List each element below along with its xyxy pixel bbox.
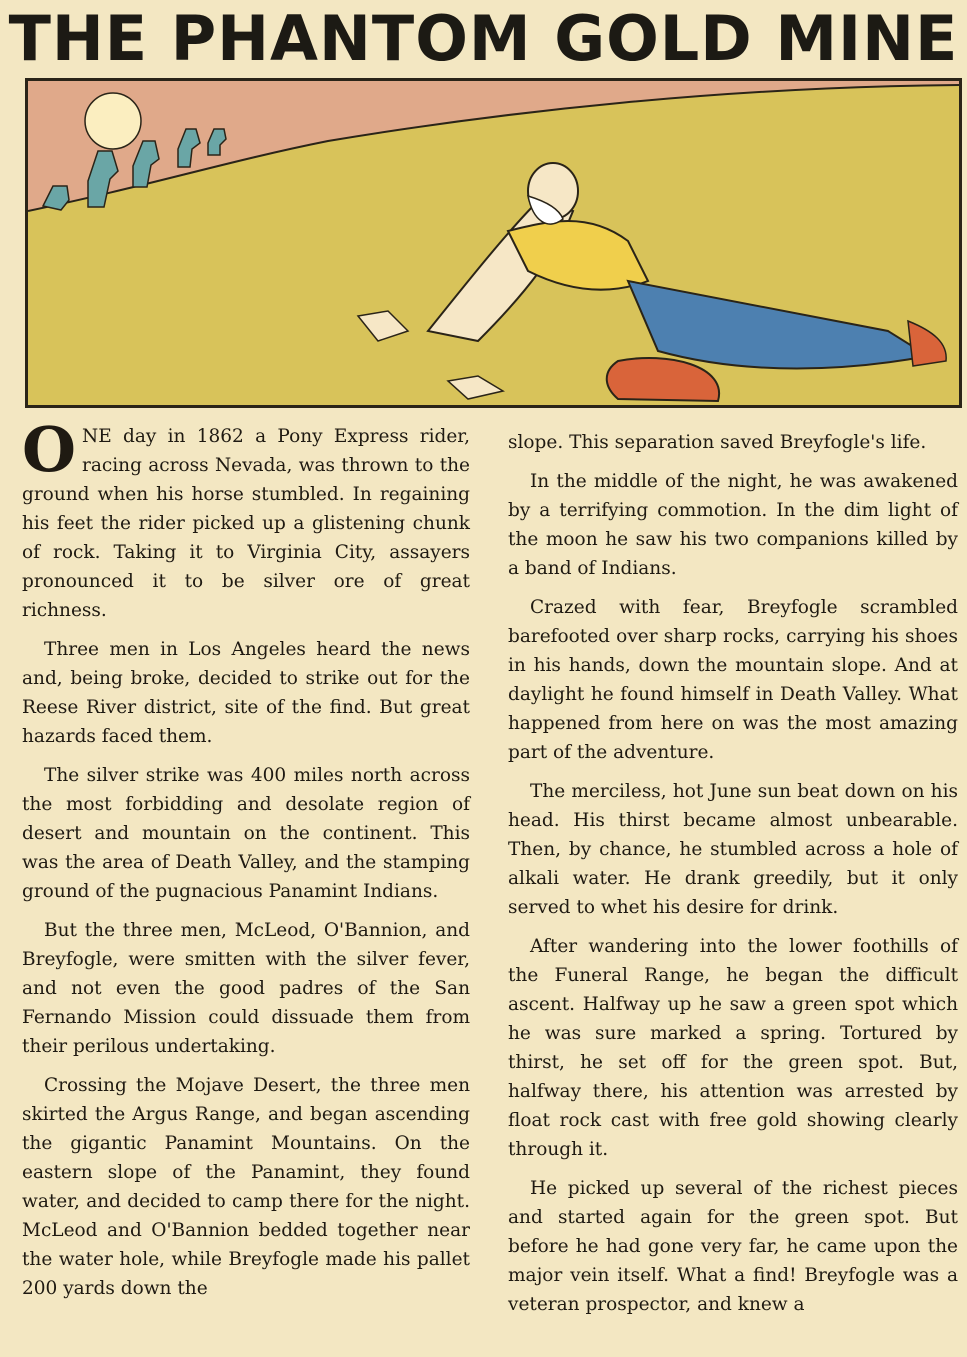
article-paragraph: Three men in Los Angeles heard the news and, being broke, decided to strike out for the Reese River district, site of the find. But great hazards faced them. — [22, 639, 470, 747]
article-paragraph: In the middle of the night, he was awakened by a terrifying commotion. In the dim light of the moon he saw his two companions killed by a band of Indians. — [508, 471, 958, 579]
article-paragraph: But the three men, McLeod, O'Bannion, and Breyfogle, were smitten with the silver fever, and not even the good padres of the San Fernando Mission could dissuade them from their perilous undertaking. — [22, 920, 470, 1057]
article-paragraph: After wandering into the lower foothills of the Funeral Range, he began the difficult ascent. Halfway up he saw a green spot which he was sure marked a spring. Tortured by thirst, he set off for the green spot. But, halfway there, his attention was arrested by float rock cast with free gold showing clearly through it. — [508, 936, 958, 1160]
illustration-panel — [25, 78, 962, 408]
article-paragraph: He picked up several of the richest pieces and started again for the green spot. But before he had gone very far, he came upon the major vein itself. What a find! Breyfogle was a veteran prospector, and knew a — [508, 1178, 958, 1315]
drop-cap: O — [22, 413, 77, 486]
article-paragraph: Crazed with fear, Breyfogle scrambled barefooted over sharp rocks, carrying his shoes in his hands, down the mountain slope. And at daylight he found himself in Death Valley. What happened from here on was the most amazing part of the adventure. — [508, 597, 958, 763]
article-right-column — [508, 428, 958, 1329]
article-paragraph: The merciless, hot June sun beat down on his head. His thirst became almost unbearable. Then, by chance, he stumbled across a hole of alkali water. He drank greedily, but it only served to whet his desire for drink. — [508, 781, 958, 918]
article-left-column — [22, 413, 470, 1313]
article-paragraph: The silver strike was 400 miles north across the most forbidding and desolate region of desert and mountain on the continent. This was the area of Death Valley, and the stamping ground of the pugnacious Panamint Indians. — [22, 765, 470, 902]
article-paragraph: ONE day in 1862 a Pony Express rider, racing across Nevada, was thrown to the ground when his horse stumbled. In regaining his feet the rider picked up a glistening chunk of rock. Taking it to Virginia City, assayers pronounced it to be silver ore of great richness. — [22, 413, 470, 621]
article-paragraph: Crossing the Mojave Desert, the three men skirted the Argus Range, and began ascending the gigantic Panamint Mountains. On the eastern slope of the Panamint, they found water, and decided to camp there for the night. McLeod and O'Bannion bedded together near the water hole, while Breyfogle made his pallet 200 yards down the — [22, 1075, 470, 1299]
article-paragraph: slope. This separation saved Breyfogle's life. — [508, 432, 927, 453]
prospector-crawling-illustration — [28, 81, 959, 405]
page-title: THE PHANTOM GOLD MINE — [8, 2, 959, 75]
